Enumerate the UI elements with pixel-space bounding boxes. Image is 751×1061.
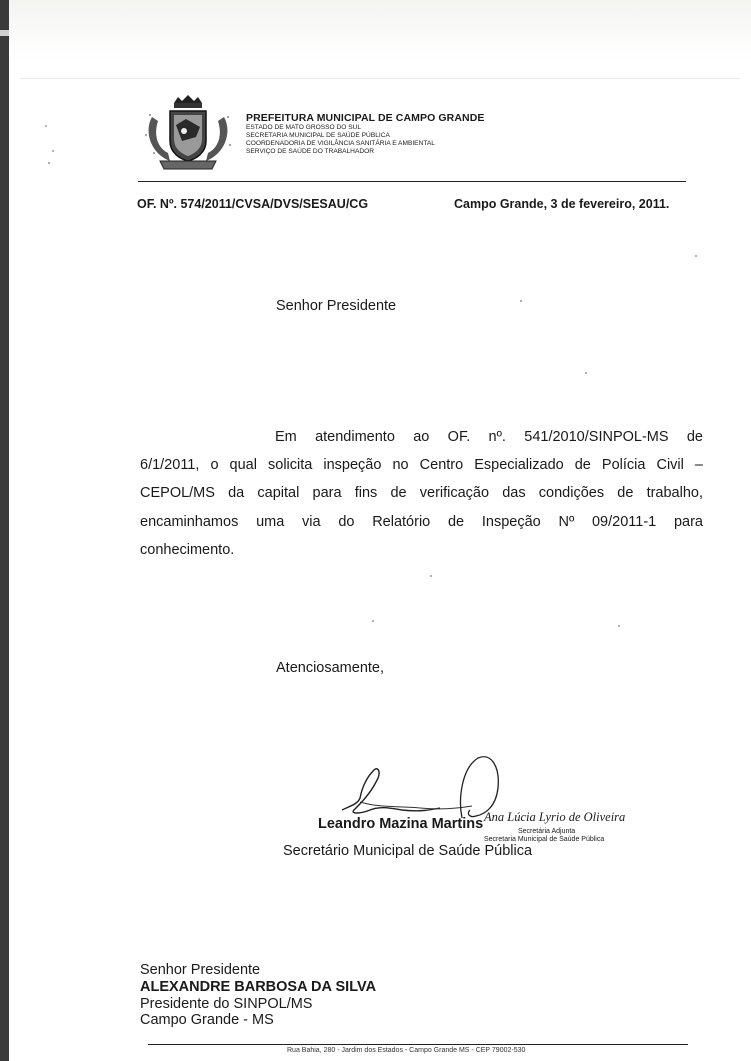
addressee-position: Presidente do SINPOL/MS [140, 995, 313, 1012]
stamp-name: Ana Lúcia Lyrio de Oliveira [484, 810, 626, 824]
stamp-role: Secretária Adjunta [518, 828, 576, 835]
scan-artifact-line [20, 78, 740, 79]
letter-date: Campo Grande, 3 de fevereiro, 2011. [454, 197, 670, 211]
municipal-coat-of-arms-icon [140, 95, 236, 173]
signatory-title: Secretário Municipal de Saúde Pública [283, 843, 533, 859]
body-line: CEPOL/MS da capital para fins de verificação das condições de trabalho, [140, 485, 703, 502]
letterhead-line-coordination: COORDENADORIA DE VIGILÂNCIA SANITÁRIA E AMBIENTAL [246, 140, 435, 147]
scan-speck [372, 620, 374, 622]
body-line: encaminhamos uma via do Relatório de Inspeção Nº 09/2011-1 para [140, 513, 703, 530]
scan-speck [430, 575, 432, 577]
letterhead-title: PREFEITURA MUNICIPAL DE CAMPO GRANDE [246, 112, 485, 124]
addressee-city: Campo Grande - MS [140, 1012, 274, 1029]
addressee-block [140, 962, 376, 1029]
body-line: Em atendimento ao OF. nº. 541/2010/SINPOL-MS de [275, 429, 703, 445]
letterhead-line-secretariat: SECRETARIA MUNICIPAL DE SAÚDE PÚBLICA [246, 132, 390, 139]
scan-left-edge [0, 0, 9, 1061]
salutation: Senhor Presidente [276, 298, 397, 314]
closing: Atenciosamente, [276, 660, 385, 676]
scan-speck [48, 162, 50, 164]
scan-speck [520, 300, 522, 302]
scan-speck [585, 372, 587, 374]
footer-divider [148, 1044, 688, 1045]
scan-speck [618, 625, 620, 627]
addressee-name: ALEXANDRE BARBOSA DA SILVA [140, 978, 377, 995]
stamp-department: Secretaria Municipal de Saúde Pública [484, 836, 605, 843]
body-line: conhecimento. [140, 541, 235, 558]
letterhead-line-state: ESTADO DE MATO GROSSO DO SUL [246, 124, 362, 131]
scan-speck [52, 150, 54, 152]
scan-shading [9, 0, 751, 60]
signatory-name: Leandro Mazina Martins [318, 816, 484, 832]
letter-reference: OF. Nº. 574/2011/CVSA/DVS/SESAU/CG [137, 197, 369, 211]
letter-body [140, 423, 703, 564]
letterhead [246, 112, 485, 156]
header-divider [138, 181, 686, 182]
scan-speck [695, 255, 697, 257]
scan-speck [45, 125, 47, 127]
addressee-greeting: Senhor Presidente [140, 962, 261, 978]
footer-address: Rua Bahia, 280 - Jardim dos Estados - Campo Grande MS - CEP 79002-530 [287, 1047, 526, 1054]
letterhead-line-service: SERVIÇO DE SAÚDE DO TRABALHADOR [246, 148, 374, 155]
scan-edge-gap [0, 30, 9, 36]
handwritten-signature [330, 748, 530, 848]
body-line: 6/1/2011, o qual solicita inspeção no Centro Especializado de Polícia Civil – [140, 457, 703, 474]
